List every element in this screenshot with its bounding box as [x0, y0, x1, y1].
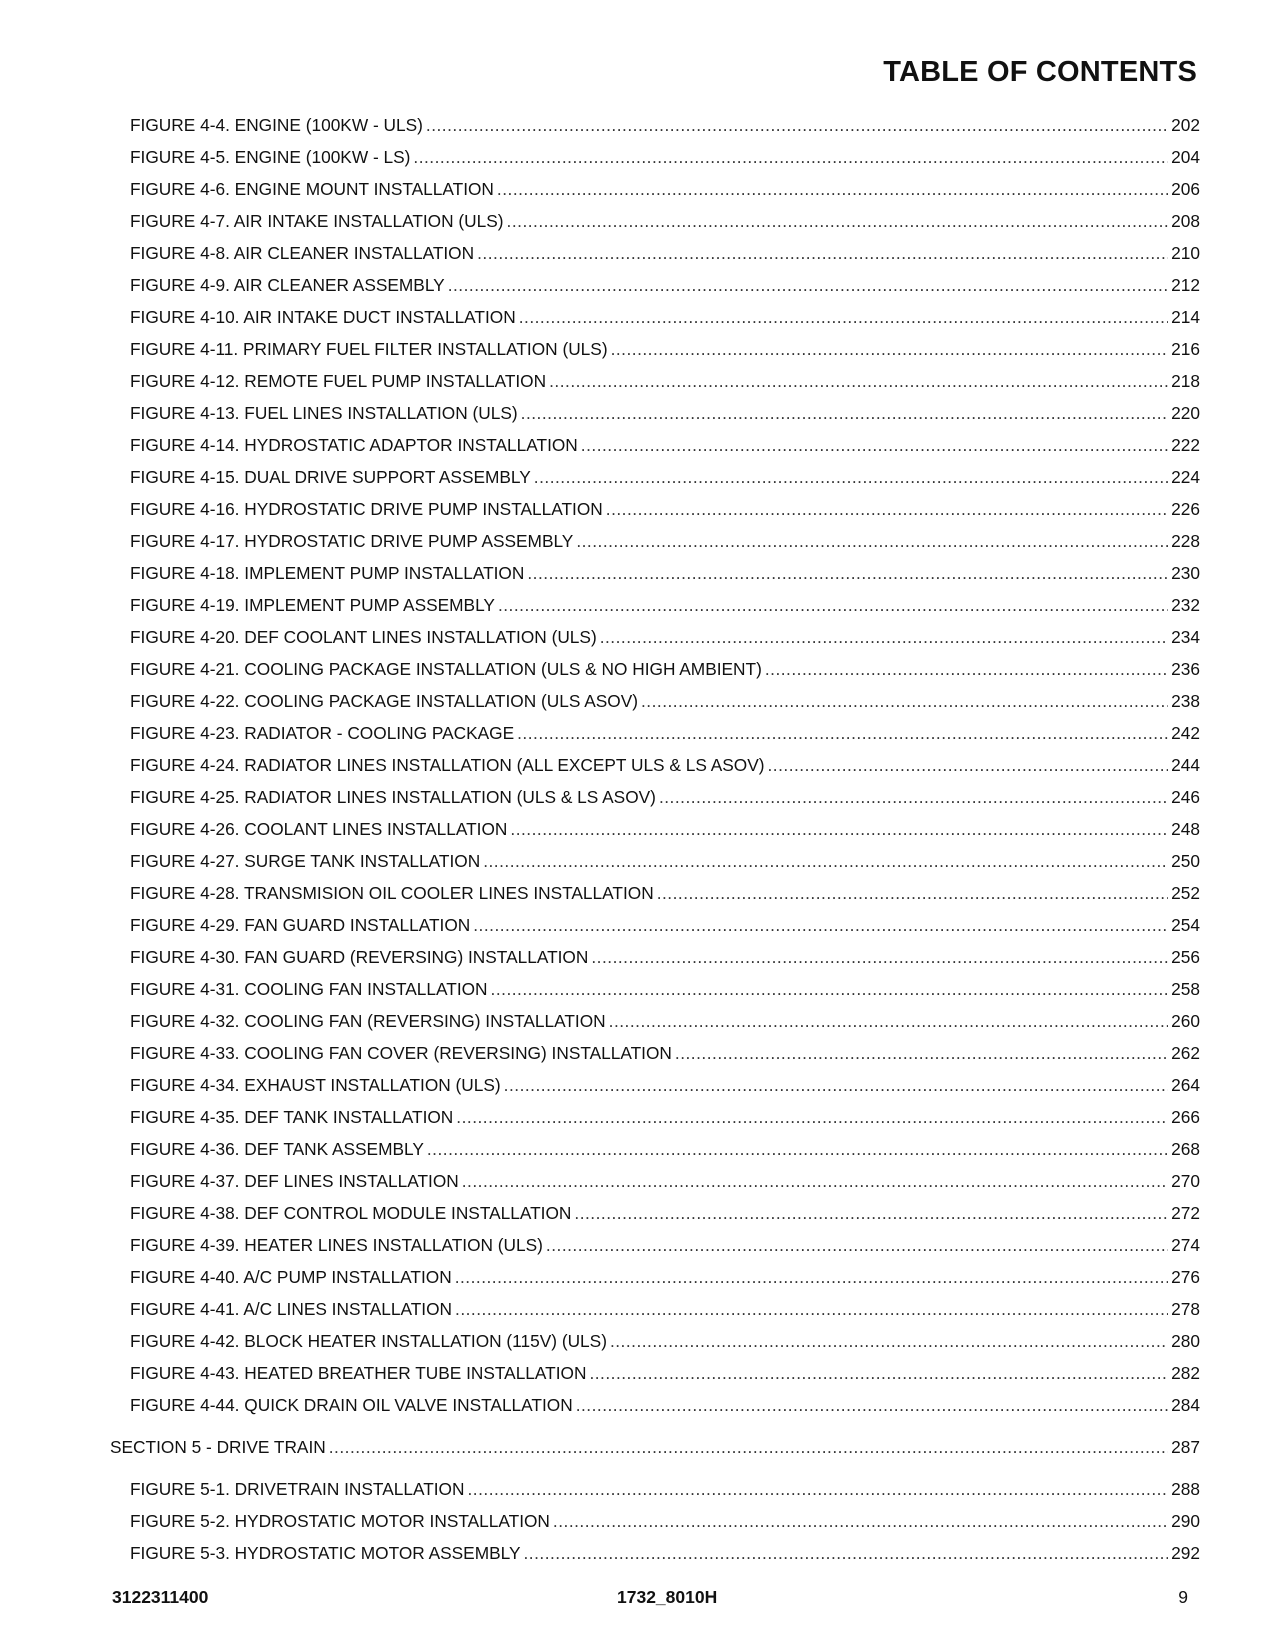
toc-figure-entry[interactable] — [110, 397, 1200, 429]
toc-entry-label: FIGURE 4-35. DEF TANK INSTALLATION — [130, 1107, 454, 1127]
toc-entry-page: 222 — [1171, 435, 1200, 455]
toc-entry-label: FIGURE 4-44. QUICK DRAIN OIL VALVE INSTALLATION — [130, 1395, 573, 1415]
toc-entry-label: FIGURE 4-24. RADIATOR LINES INSTALLATION (ALL EXCEPT ULS & LS ASOV) — [130, 755, 765, 775]
toc-figure-entry[interactable] — [110, 717, 1200, 749]
toc-entry-page: 226 — [1171, 499, 1200, 519]
toc-entry-page: 278 — [1171, 1299, 1200, 1319]
toc-figure-entry[interactable] — [110, 941, 1200, 973]
toc-leader-dots — [553, 1505, 1168, 1537]
toc-figure-entry[interactable] — [110, 1229, 1200, 1261]
toc-entry-page: 238 — [1171, 691, 1200, 711]
toc-leader-dots — [426, 109, 1168, 141]
toc-entry-page: 204 — [1171, 147, 1200, 167]
toc-figure-entry[interactable] — [110, 1069, 1200, 1101]
toc-figure-entry[interactable] — [110, 1165, 1200, 1197]
toc-section-entry[interactable] — [110, 1431, 1200, 1463]
page-title: TABLE OF CONTENTS — [883, 56, 1197, 88]
toc-figure-entry[interactable] — [110, 685, 1200, 717]
toc-leader-dots — [510, 813, 1168, 845]
toc-entry-page: 252 — [1171, 883, 1200, 903]
toc-entry-page: 216 — [1171, 339, 1200, 359]
toc-entry-page: 292 — [1171, 1543, 1200, 1563]
toc-entry-label: FIGURE 4-33. COOLING FAN COVER (REVERSING) INSTALLATION — [130, 1043, 672, 1063]
toc-figure-entry[interactable] — [110, 781, 1200, 813]
toc-entry-label: FIGURE 5-2. HYDROSTATIC MOTOR INSTALLATION — [130, 1511, 550, 1531]
toc-entry-label: FIGURE 4-7. AIR INTAKE INSTALLATION (ULS) — [130, 211, 504, 231]
toc-entry-page: 228 — [1171, 531, 1200, 551]
toc-leader-dots — [329, 1431, 1168, 1463]
toc-leader-dots — [504, 1069, 1168, 1101]
toc-entry-page: 266 — [1171, 1107, 1200, 1127]
toc-entry-page: 287 — [1171, 1437, 1200, 1457]
toc-entry-page: 236 — [1171, 659, 1200, 679]
toc-entry-label: FIGURE 4-5. ENGINE (100KW - LS) — [130, 147, 411, 167]
toc-entry-label: FIGURE 4-40. A/C PUMP INSTALLATION — [130, 1267, 452, 1287]
toc-entry-label: FIGURE 4-17. HYDROSTATIC DRIVE PUMP ASSEMBLY — [130, 531, 574, 551]
toc-entry-page: 212 — [1171, 275, 1200, 295]
toc-entry-page: 230 — [1171, 563, 1200, 583]
toc-figure-entry[interactable] — [110, 973, 1200, 1005]
toc-entry-label: FIGURE 4-30. FAN GUARD (REVERSING) INSTALLATION — [130, 947, 589, 967]
toc-figure-entry[interactable] — [110, 1505, 1200, 1537]
toc-entry-label: FIGURE 4-19. IMPLEMENT PUMP ASSEMBLY — [130, 595, 495, 615]
toc-entry-label: FIGURE 4-38. DEF CONTROL MODULE INSTALLATION — [130, 1203, 572, 1223]
toc-figure-entry[interactable] — [110, 557, 1200, 589]
toc-leader-dots — [517, 717, 1168, 749]
toc-leader-dots — [600, 621, 1168, 653]
toc-leader-dots — [606, 493, 1168, 525]
toc-entry-label: FIGURE 4-13. FUEL LINES INSTALLATION (ULS) — [130, 403, 518, 423]
toc-figure-entry[interactable] — [110, 461, 1200, 493]
toc-figure-entry[interactable] — [110, 621, 1200, 653]
toc-leader-dots — [581, 429, 1168, 461]
toc-entry-label: FIGURE 4-22. COOLING PACKAGE INSTALLATION (ULS ASOV) — [130, 691, 638, 711]
toc-entry-page: 248 — [1171, 819, 1200, 839]
toc-entry-label: FIGURE 4-20. DEF COOLANT LINES INSTALLATION (ULS) — [130, 627, 597, 647]
toc-leader-dots — [455, 1293, 1168, 1325]
toc-entry-page: 206 — [1171, 179, 1200, 199]
toc-entry-page: 250 — [1171, 851, 1200, 871]
toc-leader-dots — [611, 333, 1169, 365]
toc-entry-label: FIGURE 4-8. AIR CLEANER INSTALLATION — [130, 243, 475, 263]
toc-leader-dots — [589, 1357, 1168, 1389]
toc-figure-entry[interactable] — [110, 1473, 1200, 1505]
toc-entry-page: 282 — [1171, 1363, 1200, 1383]
toc-leader-dots — [477, 237, 1168, 269]
toc-leader-dots — [519, 301, 1168, 333]
toc-entry-page: 270 — [1171, 1171, 1200, 1191]
toc-figure-entry[interactable] — [110, 365, 1200, 397]
toc-entry-page: 268 — [1171, 1139, 1200, 1159]
footer-page-number: 9 — [1178, 1587, 1188, 1607]
toc-entry-label: FIGURE 4-26. COOLANT LINES INSTALLATION — [130, 819, 508, 839]
toc-figure-entry[interactable] — [110, 877, 1200, 909]
toc-figure-entry[interactable] — [110, 333, 1200, 365]
toc-figure-entry[interactable] — [110, 749, 1200, 781]
toc-leader-dots — [521, 397, 1169, 429]
toc-figure-entry[interactable] — [110, 1037, 1200, 1069]
toc-entry-label: FIGURE 4-39. HEATER LINES INSTALLATION (ULS) — [130, 1235, 543, 1255]
toc-entry-page: 214 — [1171, 307, 1200, 327]
toc-list — [110, 109, 1200, 1569]
toc-entry-page: 234 — [1171, 627, 1200, 647]
toc-entry-page: 258 — [1171, 979, 1200, 999]
toc-entry-label: FIGURE 4-14. HYDROSTATIC ADAPTOR INSTALLATION — [130, 435, 578, 455]
toc-leader-dots — [524, 1537, 1169, 1569]
toc-leader-dots — [448, 269, 1168, 301]
toc-figure-entry[interactable] — [110, 301, 1200, 333]
toc-leader-dots — [574, 1197, 1168, 1229]
toc-figure-entry[interactable] — [110, 1389, 1200, 1421]
toc-entry-label: FIGURE 4-21. COOLING PACKAGE INSTALLATION (ULS & NO HIGH AMBIENT) — [130, 659, 762, 679]
toc-leader-dots — [498, 589, 1168, 621]
toc-entry-page: 218 — [1171, 371, 1200, 391]
toc-leader-dots — [483, 845, 1168, 877]
toc-leader-dots — [413, 141, 1168, 173]
toc-figure-entry[interactable] — [110, 1101, 1200, 1133]
toc-entry-label: FIGURE 4-42. BLOCK HEATER INSTALLATION (115V) (ULS) — [130, 1331, 607, 1351]
toc-figure-entry[interactable] — [110, 1537, 1200, 1569]
toc-entry-label: FIGURE 4-11. PRIMARY FUEL FILTER INSTALLATION (ULS) — [130, 339, 608, 359]
toc-entry-label: FIGURE 4-36. DEF TANK ASSEMBLY — [130, 1139, 424, 1159]
toc-entry-label: FIGURE 4-34. EXHAUST INSTALLATION (ULS) — [130, 1075, 501, 1095]
toc-figure-entry[interactable] — [110, 1293, 1200, 1325]
toc-entry-label: FIGURE 5-3. HYDROSTATIC MOTOR ASSEMBLY — [130, 1543, 521, 1563]
toc-entry-page: 288 — [1171, 1479, 1200, 1499]
toc-figure-entry[interactable] — [110, 1005, 1200, 1037]
toc-entry-label: FIGURE 4-28. TRANSMISION OIL COOLER LINES INSTALLATION — [130, 883, 654, 903]
toc-leader-dots — [549, 365, 1168, 397]
toc-entry-label: FIGURE 4-9. AIR CLEANER ASSEMBLY — [130, 275, 445, 295]
toc-leader-dots — [455, 1261, 1168, 1293]
toc-leader-dots — [534, 461, 1168, 493]
toc-entry-page: 220 — [1171, 403, 1200, 423]
toc-figure-entry[interactable] — [110, 1357, 1200, 1389]
toc-figure-entry[interactable] — [110, 429, 1200, 461]
toc-entry-label: FIGURE 5-1. DRIVETRAIN INSTALLATION — [130, 1479, 465, 1499]
toc-entry-page: 210 — [1171, 243, 1200, 263]
footer-document-code: 1732_8010H — [617, 1587, 718, 1607]
toc-entry-page: 208 — [1171, 211, 1200, 231]
toc-entry-page: 262 — [1171, 1043, 1200, 1063]
toc-entry-page: 242 — [1171, 723, 1200, 743]
toc-leader-dots — [427, 1133, 1168, 1165]
toc-entry-label: FIGURE 4-37. DEF LINES INSTALLATION — [130, 1171, 459, 1191]
toc-leader-dots — [641, 685, 1168, 717]
toc-figure-entry[interactable] — [110, 237, 1200, 269]
toc-leader-dots — [576, 1389, 1168, 1421]
toc-entry-page: 276 — [1171, 1267, 1200, 1287]
toc-leader-dots — [659, 781, 1168, 813]
toc-figure-entry[interactable] — [110, 525, 1200, 557]
toc-leader-dots — [657, 877, 1168, 909]
toc-entry-page: 246 — [1171, 787, 1200, 807]
toc-entry-label: FIGURE 4-27. SURGE TANK INSTALLATION — [130, 851, 481, 871]
toc-leader-dots — [467, 1473, 1168, 1505]
toc-entry-page: 244 — [1171, 755, 1200, 775]
toc-entry-label: FIGURE 4-41. A/C LINES INSTALLATION — [130, 1299, 453, 1319]
toc-leader-dots — [576, 525, 1168, 557]
toc-entry-page: 232 — [1171, 595, 1200, 615]
toc-leader-dots — [527, 557, 1168, 589]
toc-leader-dots — [546, 1229, 1168, 1261]
toc-entry-page: 224 — [1171, 467, 1200, 487]
toc-figure-entry[interactable] — [110, 589, 1200, 621]
toc-leader-dots — [473, 909, 1168, 941]
toc-entry-page: 274 — [1171, 1235, 1200, 1255]
toc-entry-page: 290 — [1171, 1511, 1200, 1531]
toc-entry-label: FIGURE 4-32. COOLING FAN (REVERSING) INSTALLATION — [130, 1011, 606, 1031]
toc-figure-entry[interactable] — [110, 909, 1200, 941]
toc-entry-page: 256 — [1171, 947, 1200, 967]
toc-leader-dots — [610, 1325, 1168, 1357]
toc-leader-dots — [765, 653, 1168, 685]
toc-leader-dots — [497, 173, 1168, 205]
toc-entry-label: SECTION 5 - DRIVE TRAIN — [110, 1437, 326, 1457]
toc-entry-label: FIGURE 4-12. REMOTE FUEL PUMP INSTALLATION — [130, 371, 547, 391]
toc-entry-label: FIGURE 4-29. FAN GUARD INSTALLATION — [130, 915, 471, 935]
toc-entry-label: FIGURE 4-18. IMPLEMENT PUMP INSTALLATION — [130, 563, 525, 583]
toc-leader-dots — [456, 1101, 1168, 1133]
toc-figure-entry[interactable] — [110, 173, 1200, 205]
toc-figure-entry[interactable] — [110, 141, 1200, 173]
toc-entry-page: 264 — [1171, 1075, 1200, 1095]
toc-entry-label: FIGURE 4-25. RADIATOR LINES INSTALLATION (ULS & LS ASOV) — [130, 787, 656, 807]
toc-figure-entry[interactable] — [110, 653, 1200, 685]
toc-figure-entry[interactable] — [110, 845, 1200, 877]
toc-figure-entry[interactable] — [110, 1261, 1200, 1293]
toc-figure-entry[interactable] — [110, 1197, 1200, 1229]
toc-entry-label: FIGURE 4-16. HYDROSTATIC DRIVE PUMP INSTALLATION — [130, 499, 603, 519]
toc-figure-entry[interactable] — [110, 109, 1200, 141]
toc-leader-dots — [462, 1165, 1168, 1197]
toc-figure-entry[interactable] — [110, 493, 1200, 525]
toc-entry-page: 260 — [1171, 1011, 1200, 1031]
toc-figure-entry[interactable] — [110, 205, 1200, 237]
toc-entry-page: 280 — [1171, 1331, 1200, 1351]
toc-entry-label: FIGURE 4-10. AIR INTAKE DUCT INSTALLATION — [130, 307, 516, 327]
toc-entry-label: FIGURE 4-31. COOLING FAN INSTALLATION — [130, 979, 488, 999]
toc-leader-dots — [609, 1005, 1169, 1037]
toc-entry-label: FIGURE 4-23. RADIATOR - COOLING PACKAGE — [130, 723, 515, 743]
toc-entry-page: 254 — [1171, 915, 1200, 935]
footer-part-number: 3122311400 — [112, 1587, 209, 1607]
toc-figure-entry[interactable] — [110, 813, 1200, 845]
toc-leader-dots — [675, 1037, 1168, 1069]
toc-figure-entry[interactable] — [110, 1133, 1200, 1165]
toc-entry-label: FIGURE 4-15. DUAL DRIVE SUPPORT ASSEMBLY — [130, 467, 531, 487]
toc-figure-entry[interactable] — [110, 269, 1200, 301]
toc-entry-page: 202 — [1171, 115, 1200, 135]
toc-entry-label: FIGURE 4-43. HEATED BREATHER TUBE INSTALLATION — [130, 1363, 587, 1383]
toc-leader-dots — [491, 973, 1169, 1005]
toc-entry-page: 284 — [1171, 1395, 1200, 1415]
toc-figure-entry[interactable] — [110, 1325, 1200, 1357]
page-footer — [112, 1587, 1200, 1617]
toc-leader-dots — [591, 941, 1168, 973]
toc-leader-dots — [507, 205, 1169, 237]
toc-entry-label: FIGURE 4-6. ENGINE MOUNT INSTALLATION — [130, 179, 494, 199]
toc-entry-label: FIGURE 4-4. ENGINE (100KW - ULS) — [130, 115, 423, 135]
toc-entry-page: 272 — [1171, 1203, 1200, 1223]
toc-leader-dots — [767, 749, 1168, 781]
